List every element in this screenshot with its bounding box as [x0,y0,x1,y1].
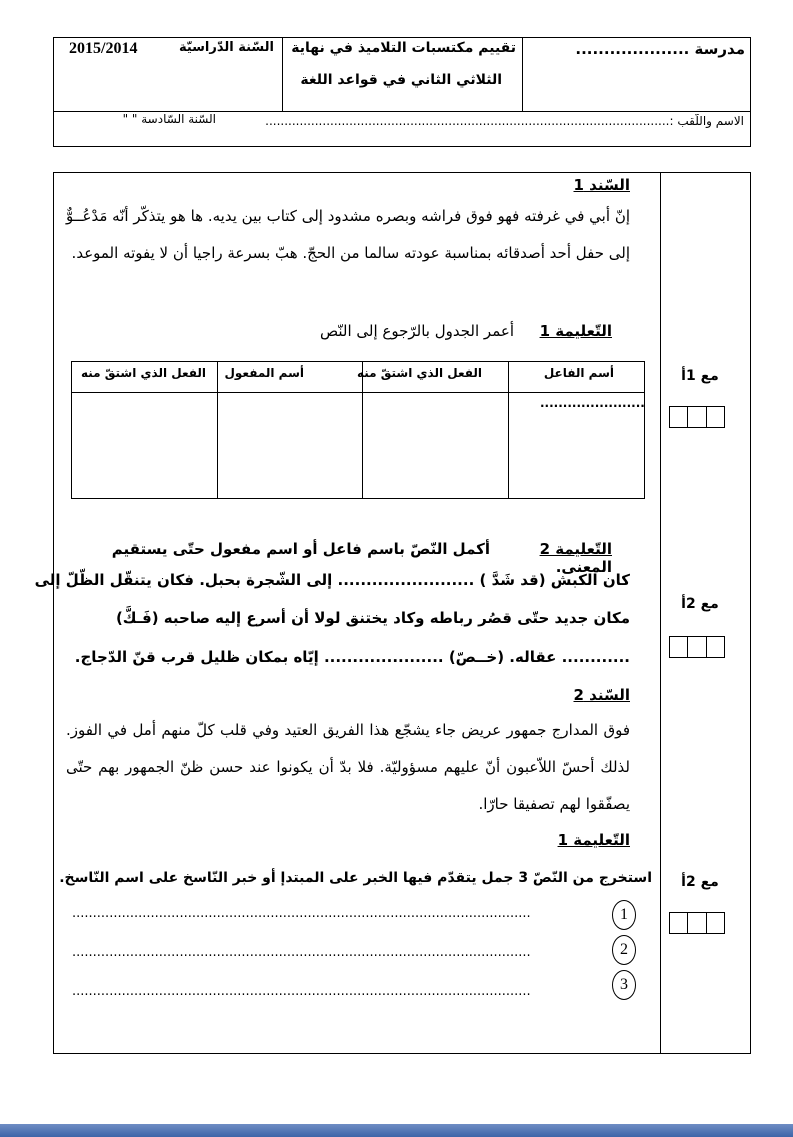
answer-table [71,361,645,499]
answer-line[interactable]: ............................................................................................................... [72,906,531,921]
instruction2-label: التّعليمة 2 [539,540,612,558]
table-col-divider [362,362,363,498]
table-answer-cell[interactable]: ....................... [540,396,645,410]
table-col-divider [217,362,218,498]
section1-paragraph: إنّ أبي في غرفته فهو فوق فراشه وبصره مشدود إلى كتاب بين يديه. ها هو يتذكّر أنّه مَدْعُــوٌّ إلى حفل أحد أصدقائه بمناسبة عودته سالما من الحجّ. هبّ بسرعة راجيا أن لا يفوته الموعد. [66,207,630,262]
section2-instruction-text: استخرج من النّصّ 3 جمل يتقدّم فيها الخبر على المبتدإ أو خبر النّاسخ على اسم النّاسخ. [59,870,652,886]
year-label: السّنة الدّراسيّة [178,40,274,55]
fill-line: مكان جديد حتّى قصُر رباطه وكاد يختنق لولا أن أسرع إليه صاحبه (فَـكَّ) [115,609,630,627]
footer-bar [0,1124,793,1137]
section2-title: السّند 2 [573,686,630,704]
instruction1-text: أعمر الجدول بالرّجوع إلى النّص [319,322,514,340]
instruction1-label: التّعليمة 1 [539,322,612,340]
section2-instruction-label: التّعليمة 1 [557,831,630,849]
number-circle: 2 [612,935,636,965]
table-header-cell: الفعل الذي اشتقّ منه [80,366,206,380]
year-value: 2015/2014 [69,40,138,57]
instruction2-text: أكمل النّصّ باسم فاعل أو اسم مفعول حتّى يستقيم المعنى. [111,540,612,576]
exam-title-line1: تقييم مكتسبات التلاميذ في نهاية [291,40,516,56]
name-field[interactable]: الاسم واللّقب :.......................................................................................................... [265,114,744,128]
instruction1 [300,322,612,340]
criterion-label: مع 2أ [681,874,719,890]
table-header-cell: الفعل الذي اشتقّ منه [356,366,482,380]
number-circle: 1 [612,900,636,930]
section2-paragraph: فوق المدارج جمهور عريض جاء يشجّع هذا الفريق العتيد وفي قلب كلّ منهم أمل في الفوز. لذلك أحسّ اللاّعبون أنّ عليهم مسؤوليّة. فلا بدّ أن يكونوا عند حسن ظنّ الجمهور بهم حتّى يصفّقوا لهم تصفيقا حارّا. [66,721,630,813]
answer-line[interactable]: ............................................................................................................... [72,984,531,999]
score-boxes[interactable] [669,406,725,428]
header-divider [522,38,523,111]
score-boxes[interactable] [669,912,725,934]
exam-title-line2: الثلاثي الثاني في قواعد اللغة [300,72,502,88]
criteria-column-divider [660,173,661,1053]
table-header-divider [72,392,644,393]
criterion-label: مع 1أ [681,368,719,384]
fill-line: كان الكبش (قد شَدَّ ) ........................ إلى الشّجرة بحبل. فكان يتنقّل الظّلّ إلى [34,571,630,589]
grade-label: السّنة السّادسة " " [122,112,216,126]
score-boxes[interactable] [669,636,725,658]
fill-line: ............ عقاله. (خــصّ) ..................... إيّاه بمكان ظليل قرب قنّ الدّجاج. [74,648,630,666]
table-header-cell: أسم المفعول [224,366,304,380]
table-header-cell: أسم الفاعل [543,366,614,380]
section1-title: السّند 1 [573,176,630,194]
number-circle: 3 [612,970,636,1000]
table-col-divider [508,362,509,498]
school-year [62,40,282,62]
answer-line[interactable]: ............................................................................................................... [72,945,531,960]
criterion-label: مع 2أ [681,596,719,612]
header-divider [282,38,283,111]
school-label: مدرسة .................... [575,40,745,58]
